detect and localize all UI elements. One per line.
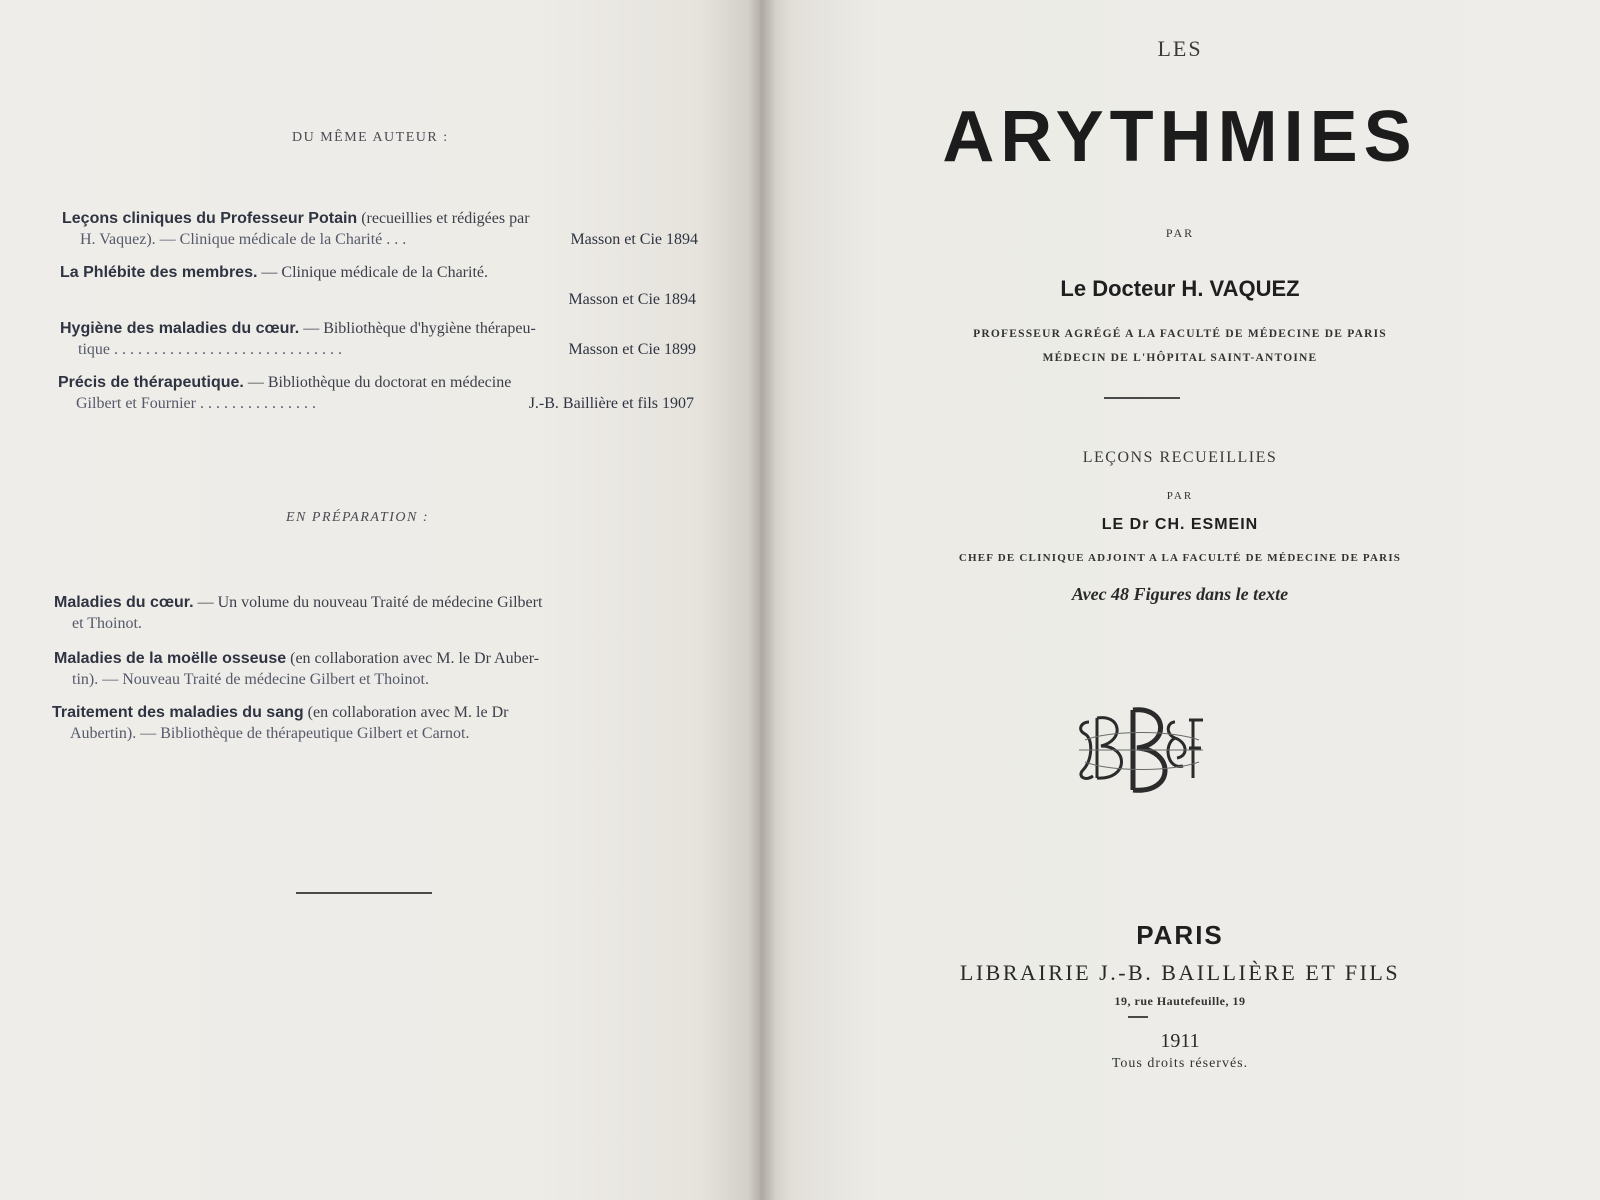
book-title: ARYTHMIES — [942, 97, 1418, 177]
figures-note: Avec 48 Figures dans le texte — [1071, 584, 1289, 604]
rights-notice: Tous droits réservés. — [1111, 1056, 1249, 1071]
upcoming-entry-1 — [54, 592, 690, 634]
author-affiliation-1: PROFESSEUR AGRÉGÉ A LA FACULTÉ DE MÉDECINE DE PARIS — [973, 328, 1387, 340]
par-label-2: PAR — [1166, 490, 1194, 502]
work-publisher: J.-B. Baillière et fils 1907 — [528, 395, 694, 412]
work-entry-3 — [60, 318, 696, 360]
work-publisher: Masson et Cie 1894 — [570, 231, 698, 248]
collaborator-affiliation: CHEF DE CLINIQUE ADJOINT A LA FACULTÉ DE MÉDECINE DE PARIS — [958, 552, 1402, 564]
title-les: LES — [1157, 36, 1203, 61]
work-entry-1 — [62, 208, 698, 250]
lecons-recueillies: LEÇONS RECUEILLIES — [1082, 449, 1278, 466]
work-description: (recueillies et rédigées par — [357, 210, 530, 227]
upcoming-entry-2 — [54, 648, 690, 690]
upcoming-description: (en collaboration avec M. le Dr Auber- — [286, 650, 540, 667]
collaborator-name: LE Dr CH. ESMEIN — [1101, 516, 1259, 533]
title-rule — [1104, 397, 1180, 399]
publication-year: 1911 — [1160, 1030, 1200, 1052]
author-name: Le Docteur H. VAQUEZ — [1060, 276, 1300, 301]
upcoming-description-cont: et Thoinot. — [72, 615, 142, 632]
upcoming-title: Traitement des maladies du sang — [52, 704, 304, 721]
upcoming-description-cont: tin). — Nouveau Traité de médecine Gilbert et Thoinot. — [72, 671, 429, 688]
upcoming-entry-3 — [52, 702, 688, 744]
upcoming-description: (en collaboration avec M. le Dr — [303, 704, 509, 721]
work-description: — Clinique médicale de la Charité. — [257, 264, 488, 281]
heading-same-author: DU MÊME AUTEUR : — [292, 130, 449, 145]
upcoming-description-cont: Aubertin). — Bibliothèque de thérapeutique Gilbert et Carnot. — [70, 725, 470, 742]
publisher-name: LIBRAIRIE J.-B. BAILLIÈRE ET FILS — [959, 960, 1401, 985]
upcoming-description: — Un volume du nouveau Traité de médecine Gilbert — [193, 594, 543, 611]
work-publisher: Masson et Cie 1899 — [568, 341, 696, 358]
left-page-rule — [296, 892, 432, 894]
work-title: La Phlébite des membres. — [60, 264, 258, 281]
work-description-cont: Gilbert et Fournier . . . . . . . . . . . . . . . — [76, 395, 316, 412]
work-publisher: Masson et Cie 1894 — [568, 291, 696, 308]
work-description: — Bibliothèque d'hygiène thérapeu- — [299, 320, 536, 337]
heading-in-preparation: EN PRÉPARATION : — [286, 510, 429, 525]
publisher-address: 19, rue Hautefeuille, 19 — [1114, 994, 1246, 1008]
work-description-cont: tique . . . . . . . . . . . . . . . . . . . . . . . . . . . . . — [78, 341, 342, 358]
upcoming-title: Maladies du cœur. — [54, 594, 194, 611]
work-entry-4 — [58, 372, 694, 414]
work-entry-2 — [60, 262, 696, 310]
work-description-cont: H. Vaquez). — Clinique médicale de la Charité . . . — [80, 231, 407, 248]
work-title: Leçons cliniques du Professeur Potain — [62, 210, 358, 227]
work-title: Précis de thérapeutique. — [58, 374, 244, 391]
par-label: PAR — [1165, 226, 1195, 240]
upcoming-title: Maladies de la moëlle osseuse — [54, 650, 287, 667]
publication-city: PARIS — [1136, 920, 1224, 950]
address-rule — [1128, 1016, 1148, 1018]
publisher-monogram-icon — [1071, 700, 1211, 800]
work-description: — Bibliothèque du doctorat en médecine — [243, 374, 512, 391]
work-title: Hygiène des maladies du cœur. — [60, 320, 300, 337]
author-affiliation-2: MÉDECIN DE L'HÔPITAL SAINT-ANTOINE — [1042, 352, 1318, 364]
